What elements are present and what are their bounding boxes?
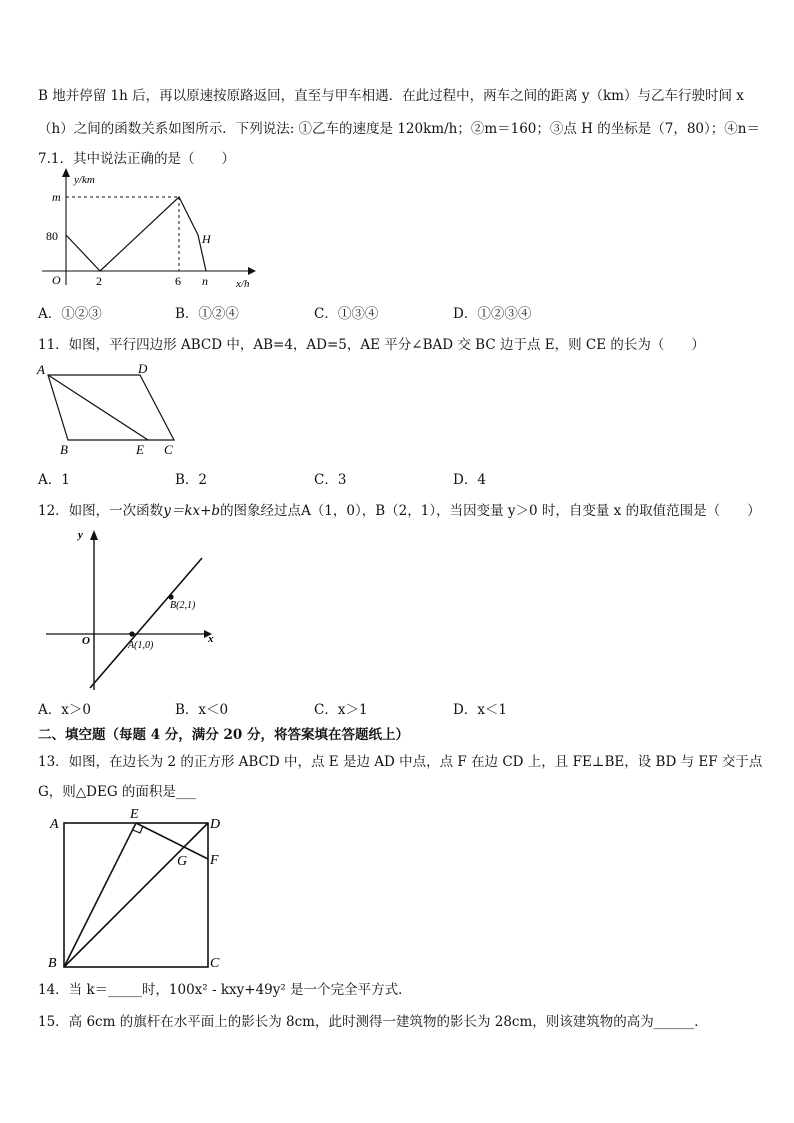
tick-2: 2 bbox=[96, 274, 102, 288]
q11-option-c: C．3 bbox=[314, 472, 347, 488]
point-a bbox=[129, 631, 134, 636]
q11-option-b: B．2 bbox=[175, 472, 208, 488]
q12-option-a: A．x＞0 bbox=[38, 702, 91, 718]
label-a: A bbox=[37, 362, 45, 377]
m-label: m bbox=[52, 190, 61, 204]
q12-stem-pre: 12．如图，一次函数 bbox=[38, 503, 164, 519]
y-axis-label: y bbox=[78, 529, 83, 541]
q10-option-d: D．①②③④ bbox=[453, 306, 532, 322]
q11-stem: 11．如图，平行四边形 ABCD 中，AB=4，AD=5，AE 平分∠BAD 交 BC 边于点 E，则 CE 的长为（ ） bbox=[38, 337, 705, 353]
segment-ef bbox=[136, 823, 208, 859]
x-axis-label: x bbox=[208, 633, 214, 645]
q12-option-b: B．x＜0 bbox=[175, 702, 229, 718]
point-b-label: B(2,1) bbox=[170, 600, 196, 611]
point-h-label: H bbox=[202, 232, 211, 246]
point-a-label: A(1,0) bbox=[128, 640, 154, 651]
q12-stem-mid: 的图象经过点 bbox=[220, 503, 302, 519]
q10-option-c: C．①③④ bbox=[314, 306, 379, 322]
label-b: B bbox=[60, 442, 68, 457]
function-line bbox=[90, 558, 202, 688]
distance-time-graph bbox=[38, 165, 258, 295]
segment-ae bbox=[48, 375, 148, 440]
tick-6: 6 bbox=[175, 274, 181, 288]
label-b: B bbox=[48, 956, 57, 971]
intro-line-2: （h）之间的函数关系如图所示．下列说法: ①乙车的速度是 120km/h；②m＝160；③点 H 的坐标是（7，80）；④n＝ bbox=[38, 121, 760, 137]
q13-line-1: 13．如图，在边长为 2 的正方形 ABCD 中，点 E 是边 AD 中点，点 F 在边 CD 上，且 FE⊥BE，设 BD 与 EF 交于点 bbox=[38, 754, 763, 770]
y-axis-arrow bbox=[62, 168, 70, 177]
point-b bbox=[168, 594, 173, 599]
y-axis-arrow bbox=[90, 530, 98, 540]
q12-stem bbox=[38, 499, 761, 519]
label-e: E bbox=[136, 442, 144, 457]
label-c: C bbox=[210, 956, 220, 971]
linear-function-graph bbox=[40, 524, 220, 692]
label-c: C bbox=[164, 442, 173, 457]
parallelogram-figure bbox=[34, 358, 194, 460]
intro-line-3: 7.1．其中说法正确的是（ ） bbox=[38, 151, 235, 167]
segment-be bbox=[64, 823, 136, 967]
origin-label: O bbox=[82, 635, 90, 647]
q11-option-a: A．1 bbox=[38, 472, 70, 488]
q12-option-c: C．x＞1 bbox=[314, 702, 368, 718]
label-d: D bbox=[138, 361, 148, 376]
x-axis-arrow bbox=[248, 267, 256, 275]
origin-label: O bbox=[52, 273, 61, 287]
q12-stem-func: y＝kx+b bbox=[163, 503, 221, 519]
q14-stem: 14．当 k＝_____时，100x² - kxy+49y² 是一个完全平方式． bbox=[38, 982, 412, 998]
tick-n: n bbox=[202, 274, 208, 288]
label-e: E bbox=[130, 807, 139, 822]
segment-bd bbox=[64, 823, 208, 967]
section-2-heading: 二、填空题（每题 4 分，满分 20 分，将答案填在答题纸上） bbox=[38, 727, 409, 743]
label-g: G bbox=[177, 854, 188, 869]
label-80: 80 bbox=[46, 229, 58, 243]
q13-line-2: G，则△DEG 的面积是___ bbox=[38, 784, 197, 800]
label-a: A bbox=[50, 817, 59, 832]
graph-line bbox=[66, 197, 206, 271]
x-axis-label: x/h bbox=[236, 278, 250, 290]
q12-stem-pts: A（1，0），B（2，1） bbox=[301, 503, 437, 519]
q12-option-d: D．x＜1 bbox=[453, 702, 508, 718]
y-axis-label: y/km bbox=[74, 174, 95, 186]
parallelogram-abcd bbox=[48, 375, 174, 440]
square-figure bbox=[44, 802, 244, 972]
q11-option-d: D．4 bbox=[453, 472, 486, 488]
q10-option-a: A．①②③ bbox=[38, 306, 102, 322]
label-d: D bbox=[210, 817, 221, 832]
q10-option-b: B．①②④ bbox=[175, 306, 239, 322]
q15-stem: 15．高 6cm 的旗杆在水平面上的影长为 8cm，此时测得一建筑物的影长为 28cm，则该建筑物的高为______． bbox=[38, 1014, 708, 1030]
intro-line-1: B 地并停留 1h 后，再以原速按原路返回，直至与甲车相遇．在此过程中，两车之间的距离 y（km）与乙车行驶时间 x bbox=[38, 88, 744, 104]
label-f: F bbox=[210, 853, 219, 868]
q12-stem-post: ，当因变量 y＞0 时，自变量 x 的取值范围是（ ） bbox=[436, 503, 761, 519]
